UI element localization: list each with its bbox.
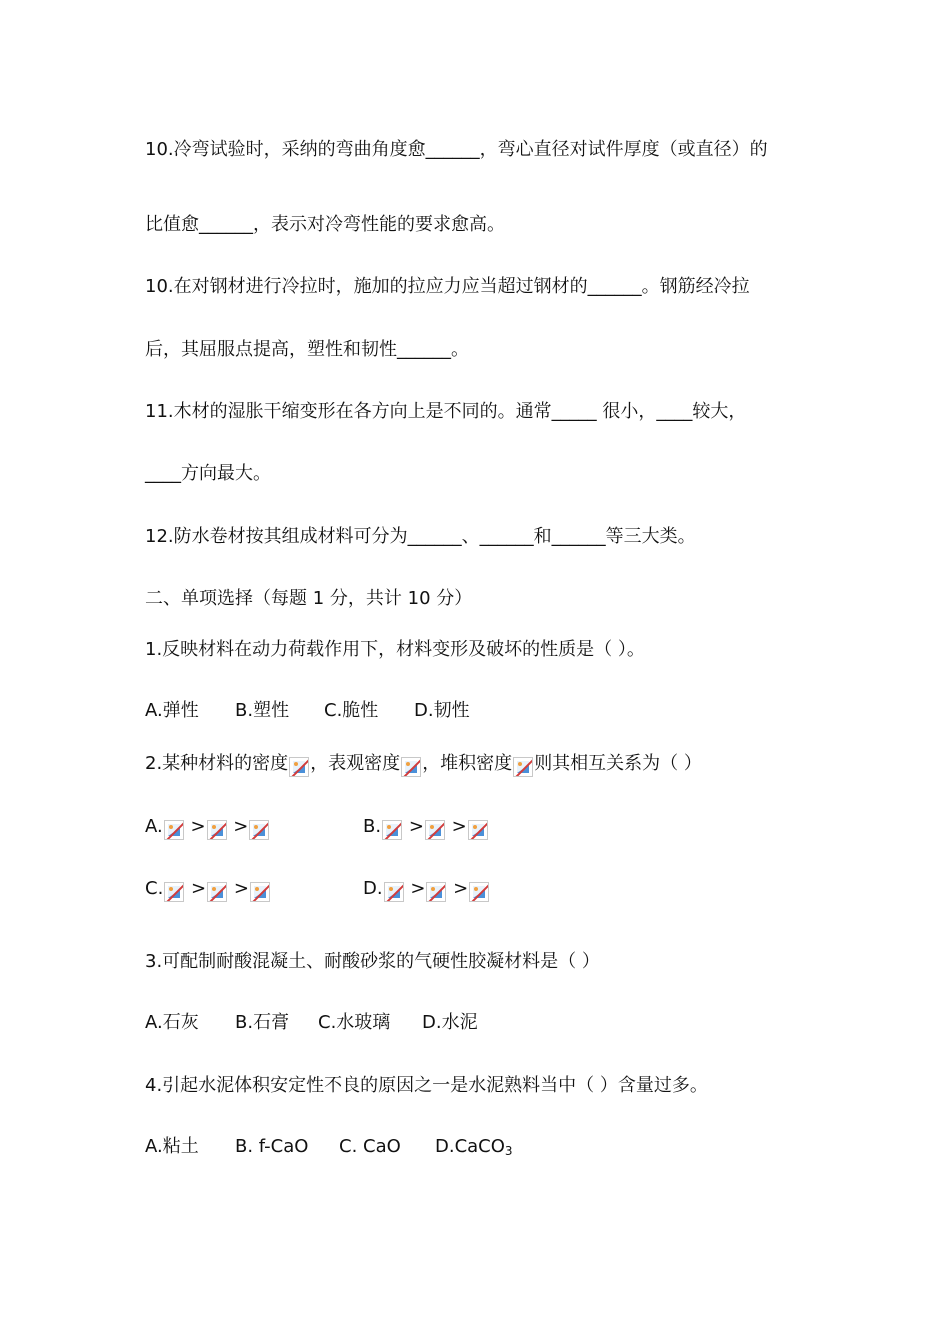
broken-image-icon bbox=[382, 820, 402, 840]
question-2-option-a bbox=[145, 815, 270, 840]
line-q10-cold-draw-2: 后，其屈服点提高，塑性和韧性______。 bbox=[145, 339, 469, 360]
line-q10-cold-draw-1: 10.在对钢材进行冷拉时，施加的拉应力应当超过钢材的______。钢筋经冷拉 bbox=[145, 276, 750, 297]
option-d-subscript: 3 bbox=[504, 1144, 513, 1158]
broken-image-icon bbox=[250, 882, 270, 902]
line-q11-wood-2: ____方向最大。 bbox=[145, 463, 271, 484]
gt-sign: > bbox=[453, 878, 469, 899]
broken-image-icon bbox=[468, 820, 488, 840]
question-3-stem: 3.可配制耐酸混凝土、耐酸砂浆的气硬性胶凝材料是（ ） bbox=[145, 951, 600, 972]
section-heading-single-choice: 二、单项选择（每题 1 分，共计 10 分） bbox=[145, 588, 473, 609]
question-1-options bbox=[145, 699, 470, 723]
question-4-options bbox=[145, 1135, 513, 1163]
gt-sign: > bbox=[190, 816, 206, 837]
broken-image-icon bbox=[401, 757, 421, 777]
option-d bbox=[435, 1135, 513, 1163]
option-d: D.水泥 bbox=[422, 1012, 478, 1033]
option-b: B.塑性 bbox=[235, 700, 290, 721]
gt-sign: > bbox=[233, 878, 249, 899]
option-c-label: C. bbox=[145, 878, 164, 899]
broken-image-icon bbox=[207, 882, 227, 902]
broken-image-icon bbox=[425, 820, 445, 840]
gt-sign: > bbox=[451, 816, 467, 837]
broken-image-icon bbox=[426, 882, 446, 902]
q2-text-3: ，堆积密度 bbox=[422, 753, 513, 774]
question-2-option-b bbox=[363, 815, 489, 840]
gt-sign: > bbox=[191, 878, 207, 899]
option-c: C. CaO bbox=[339, 1136, 401, 1157]
line-q11-wood-1: 11.木材的湿胀干缩变形在各方向上是不同的。通常_____ 很小，____较大， bbox=[145, 401, 747, 422]
question-3-options bbox=[145, 1011, 478, 1035]
question-2-option-d bbox=[363, 877, 490, 902]
broken-image-icon bbox=[289, 757, 309, 777]
broken-image-icon bbox=[164, 882, 184, 902]
q2-text-1: 2.某种材料的密度 bbox=[145, 753, 289, 774]
option-d: D.韧性 bbox=[414, 700, 470, 721]
line-q10-cold-bend-2: 比值愈______，表示对冷弯性能的要求愈高。 bbox=[145, 214, 505, 235]
question-2-stem bbox=[145, 752, 702, 777]
option-a-label: A. bbox=[145, 816, 163, 837]
gt-sign: > bbox=[410, 878, 426, 899]
option-b-label: B. bbox=[363, 816, 382, 837]
line-q12-membrane: 12.防水卷材按其组成材料可分为______、______和______等三大类。 bbox=[145, 526, 696, 547]
broken-image-icon bbox=[164, 820, 184, 840]
broken-image-icon bbox=[207, 820, 227, 840]
option-b: B. f-CaO bbox=[235, 1136, 309, 1157]
question-4-stem: 4.引起水泥体积安定性不良的原因之一是水泥熟料当中（ ）含量过多。 bbox=[145, 1075, 708, 1096]
option-a: A.石灰 bbox=[145, 1012, 199, 1033]
gt-sign: > bbox=[408, 816, 424, 837]
option-c: C.水玻璃 bbox=[318, 1012, 391, 1033]
broken-image-icon bbox=[469, 882, 489, 902]
q2-text-2: ，表观密度 bbox=[310, 753, 401, 774]
option-d-text: D.CaCO bbox=[435, 1136, 505, 1157]
question-2-option-c bbox=[145, 877, 271, 902]
broken-image-icon bbox=[249, 820, 269, 840]
question-1-stem: 1.反映材料在动力荷载作用下，材料变形及破坏的性质是（ ）。 bbox=[145, 639, 645, 660]
option-c: C.脆性 bbox=[324, 700, 379, 721]
gt-sign: > bbox=[233, 816, 249, 837]
option-a: A.弹性 bbox=[145, 700, 199, 721]
option-b: B.石膏 bbox=[235, 1012, 290, 1033]
line-q10-cold-bend-1: 10.冷弯试验时，采纳的弯曲角度愈______，弯心直径对试件厚度（或直径）的 bbox=[145, 139, 768, 160]
option-a: A.粘土 bbox=[145, 1136, 199, 1157]
broken-image-icon bbox=[384, 882, 404, 902]
broken-image-icon bbox=[513, 757, 533, 777]
option-d-label: D. bbox=[363, 878, 383, 899]
q2-text-4: 则其相互关系为（ ） bbox=[534, 753, 702, 774]
